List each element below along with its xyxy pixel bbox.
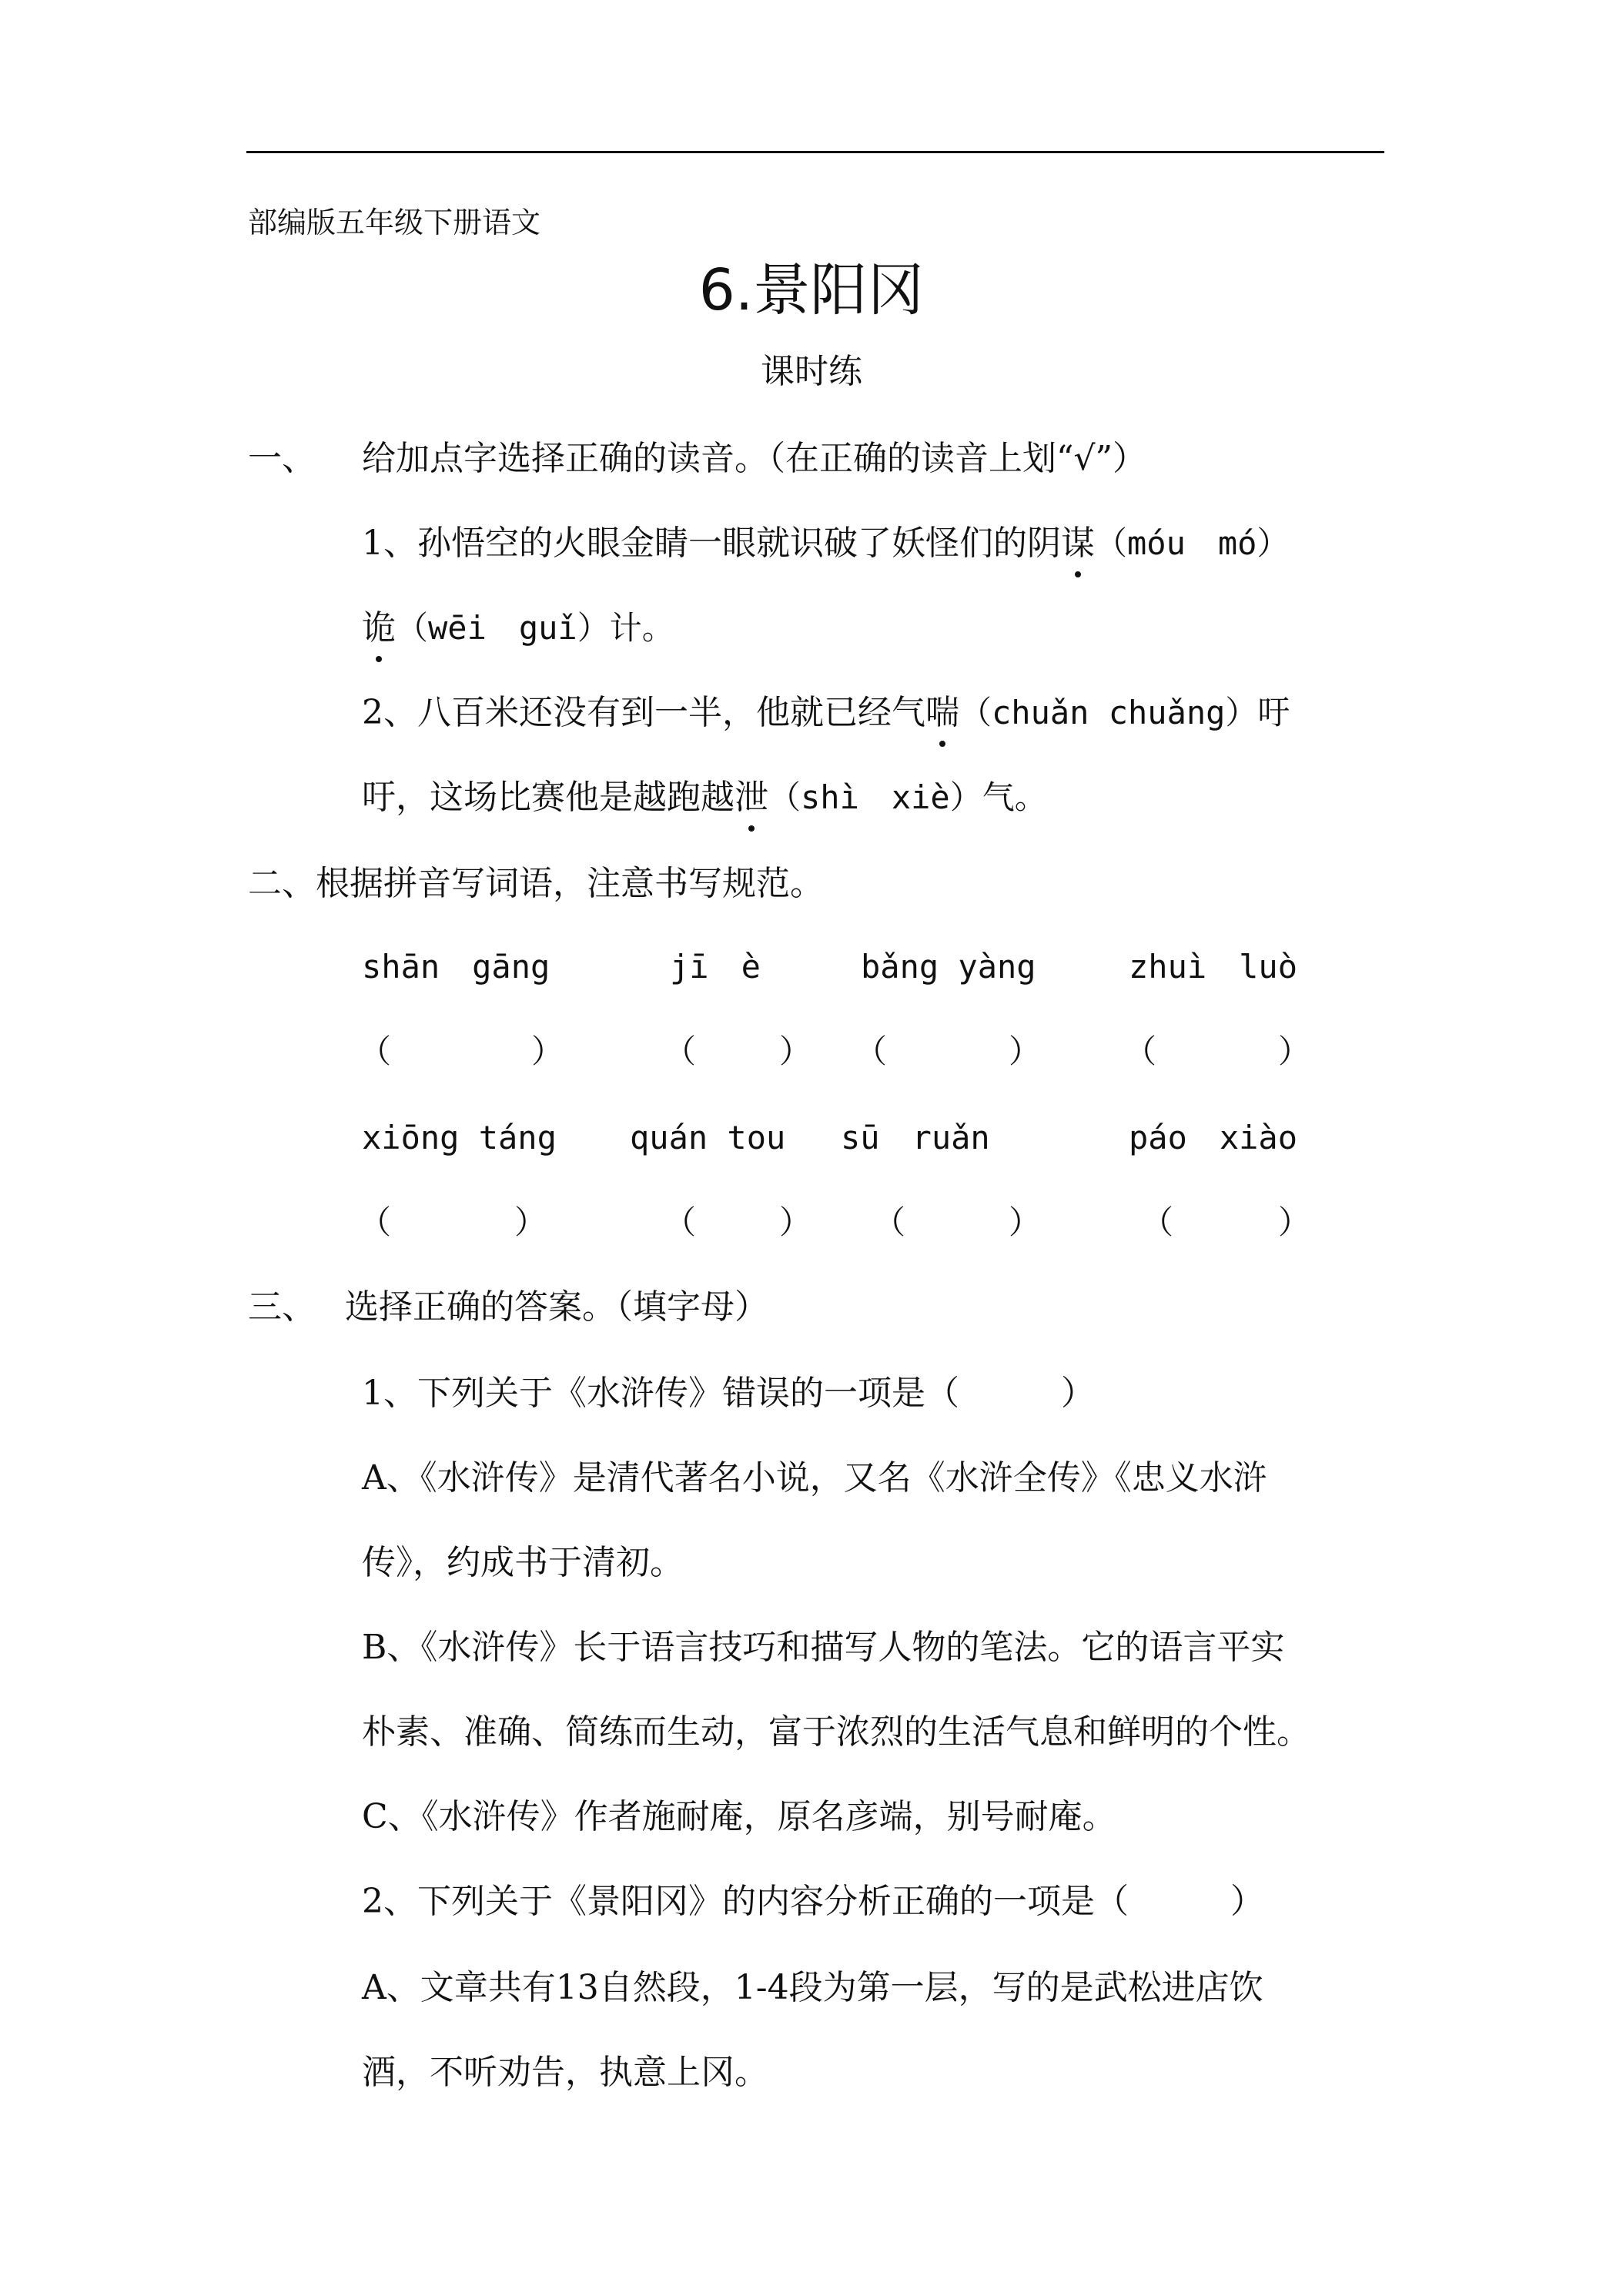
paren-close: ） (1278, 1203, 1311, 1241)
pinyin-bangyang: bǎng yàng (861, 948, 1036, 986)
q2-option-a-line2: 酒，不听劝告，执意上冈。 (362, 2053, 768, 2092)
paren-close: ） (514, 1203, 547, 1241)
paren-close: ） (779, 1033, 812, 1070)
q1-options-1: （móu mó） (1095, 524, 1290, 562)
q1-option-c: C、《水浒传》作者施耐庵，原名彦端，别号耐庵。 (362, 1797, 1116, 1836)
paren-open: （ (1141, 1203, 1174, 1241)
pinyin-jie: jī è (670, 948, 761, 986)
header-rule (246, 151, 1384, 153)
q1-text: 1、孙悟空的火眼金睛一眼就识破了妖怪们的阴 (362, 524, 1061, 563)
q1-option-b-line1: B、《水浒传》长于语言技巧和描写人物的笔法。它的语言平实 (362, 1628, 1285, 1667)
pinyin-xiongtang: xiōng táng (362, 1119, 557, 1156)
section1-q1-line2 (362, 605, 674, 651)
paren-close: ） (1278, 1033, 1311, 1070)
paren-close: ） (779, 1203, 812, 1241)
section1-q2-line1 (362, 690, 1290, 736)
q2-option-a-line1: A、文章共有13自然段，1-4段为第一层，写的是武松进店饮 (362, 1968, 1263, 2007)
section3-number: 三、 (248, 1287, 316, 1327)
section3-heading: 选择正确的答案。（填字母） (345, 1287, 768, 1327)
textbook-subtitle: 部编版五年级下册语文 (248, 206, 541, 239)
q2-options-1: （chuǎn chuǎng）吁 (959, 694, 1290, 731)
dotted-char-gui: 诡 (362, 605, 396, 651)
paren-open: （ (359, 1033, 392, 1070)
pinyin-paoxiao: páo xiào (1129, 1119, 1298, 1156)
pinyin-zhuiluo: zhuì luò (1129, 948, 1298, 986)
q1-option-b-line2: 朴素、准确、简练而生动，富于浓烈的生活气息和鲜明的个性。 (362, 1712, 1310, 1752)
pinyin-shangang: shān gāng (362, 948, 550, 986)
paren-close: ） (531, 1033, 564, 1070)
paren-close: ） (1009, 1033, 1042, 1070)
paren-open: （ (1124, 1033, 1157, 1070)
section1-q1-line1 (362, 520, 1289, 567)
pinyin-suruan: sū ruǎn (841, 1119, 990, 1156)
paren-open: （ (359, 1203, 392, 1241)
q1-options-2: （wēi guǐ）计。 (396, 609, 674, 647)
lesson-label: 课时练 (761, 352, 862, 391)
dotted-char-chuan: 喘 (925, 690, 959, 736)
section3-q2: 2、下列关于《景阳冈》的内容分析正确的一项是（ ） (362, 1882, 1264, 1921)
dotted-char-mou: 谋 (1061, 520, 1095, 567)
section3-q1: 1、下列关于《水浒传》错误的一项是（ ） (362, 1374, 1095, 1413)
section1-heading: 给加点字选择正确的读音。（在正确的读音上划“√”） (362, 439, 1147, 478)
paren-open: （ (664, 1203, 697, 1241)
q2-text-2: 吁，这场比赛他是越跑越 (362, 778, 735, 817)
paren-open: （ (873, 1203, 906, 1241)
page-title: 6.景阳冈 (698, 257, 925, 323)
q1-option-a-line2: 传》，约成书于清初。 (362, 1543, 684, 1582)
paren-open: （ (855, 1033, 888, 1070)
q2-text: 2、八百米还没有到一半，他就已经气 (362, 693, 925, 732)
dotted-char-xie: 泄 (735, 775, 768, 821)
q1-option-a-line1: A、《水浒传》是清代著名小说，又名《水浒全传》《忠义水浒 (362, 1458, 1267, 1498)
section1-number: 一、 (248, 439, 316, 478)
paren-open: （ (664, 1033, 697, 1070)
q2-options-2: （shì xiè）气。 (768, 778, 1047, 816)
section2-heading: 二、根据拼音写词语，注意书写规范。 (248, 864, 824, 903)
pinyin-quantou: quán tou (630, 1119, 786, 1156)
paren-close: ） (1009, 1203, 1042, 1241)
section1-q2-line2 (362, 775, 1047, 821)
